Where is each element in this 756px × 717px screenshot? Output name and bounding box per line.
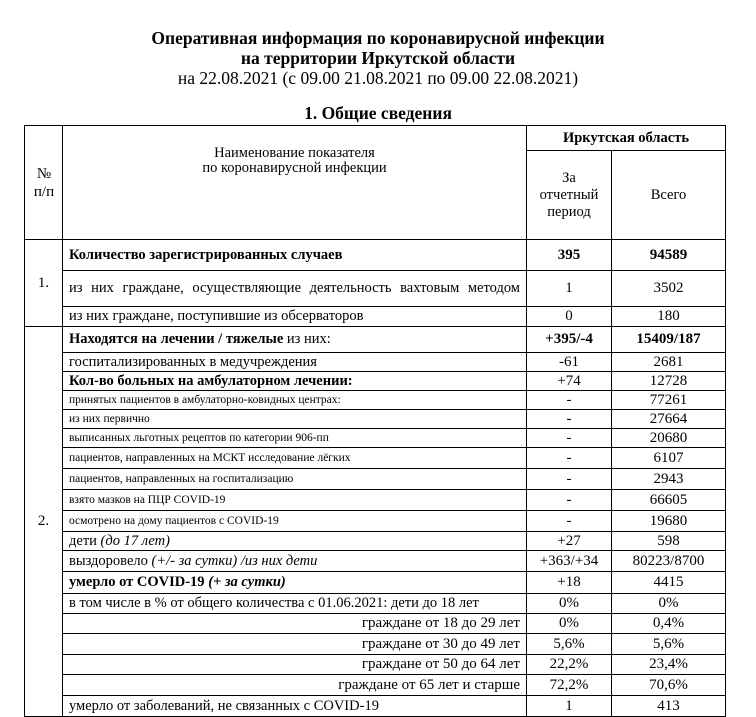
- row-label: граждане от 50 до 64 лет: [63, 655, 527, 675]
- row-period: +363/+34: [527, 551, 612, 572]
- row-label: госпитализированных в медучреждения: [63, 353, 527, 372]
- header-period: За отчетный период: [527, 151, 612, 240]
- row-period: -: [527, 469, 612, 490]
- report-subtitle: на территории Иркутской области: [240, 48, 516, 68]
- table-row: [25, 634, 726, 655]
- table-row: [25, 655, 726, 675]
- row-label: осмотрено на дому пациентов с COVID-19: [63, 511, 527, 532]
- table-row: [25, 675, 726, 696]
- row-label: Находятся на лечении / тяжелые из них:: [63, 327, 527, 353]
- row-label: граждане от 30 до 49 лет: [63, 634, 527, 655]
- row-label: принятых пациентов в амбулаторно-ковидных центрах:: [63, 391, 527, 410]
- table-row: [25, 410, 726, 429]
- row-total: 0%: [612, 594, 726, 614]
- group-number: 2.: [25, 327, 63, 717]
- row-total: 23,4%: [612, 655, 726, 675]
- row-total: 15409/187: [612, 327, 726, 353]
- row-total: 2681: [612, 353, 726, 372]
- row-period: -: [527, 429, 612, 448]
- row-label: умерло от заболеваний, не связанных с COVID-19: [63, 696, 527, 717]
- row-period: 72,2%: [527, 675, 612, 696]
- report-title: Оперативная информация по коронавирусной инфекции: [151, 28, 605, 48]
- row-label: выздоровело (+/- за сутки) /из них дети: [63, 551, 527, 572]
- row-total: 5,6%: [612, 634, 726, 655]
- report-date: на 22.08.2021 (с 09.00 21.08.2021 по 09.00 22.08.2021): [177, 68, 579, 88]
- row-label: из них граждане, поступившие из обсерваторов: [63, 307, 527, 327]
- table-row: [25, 614, 726, 634]
- row-label: умерло от COVID-19 (+ за сутки): [63, 572, 527, 594]
- header-indicator-line2: по коронавирусной инфекции: [202, 160, 387, 176]
- row-period: -: [527, 391, 612, 410]
- row-total: 6107: [612, 448, 726, 469]
- group-number: 1.: [25, 240, 63, 327]
- row-label: взято мазков на ПЦР COVID-19: [63, 490, 527, 511]
- row-period: -: [527, 511, 612, 532]
- row-total: 12728: [612, 372, 726, 391]
- row-period: 1: [527, 696, 612, 717]
- row-total: 4415: [612, 572, 726, 594]
- table-row: [25, 532, 726, 551]
- row-period: +74: [527, 372, 612, 391]
- row-label: дети (до 17 лет): [63, 532, 527, 551]
- row-period: +18: [527, 572, 612, 594]
- table-row: [25, 307, 726, 327]
- row-total: 598: [612, 532, 726, 551]
- header-number: № п/п: [25, 126, 63, 240]
- row-period: 0%: [527, 614, 612, 634]
- row-total: 413: [612, 696, 726, 717]
- row-label: Кол-во больных на амбулаторном лечении:: [63, 372, 527, 391]
- table-row: [25, 372, 726, 391]
- row-total: 94589: [612, 240, 726, 271]
- row-total: 27664: [612, 410, 726, 429]
- row-label: пациентов, направленных на госпитализацию: [63, 469, 527, 490]
- row-total: 180: [612, 307, 726, 327]
- row-total: 66605: [612, 490, 726, 511]
- row-period: 1: [527, 271, 612, 307]
- row-total: 20680: [612, 429, 726, 448]
- row-total: 3502: [612, 271, 726, 307]
- row-period: +395/-4: [527, 327, 612, 353]
- table-row: [25, 429, 726, 448]
- table-row: [25, 572, 726, 594]
- table-row: [25, 240, 726, 271]
- row-label: пациентов, направленных на МСКТ исследование лёгких: [63, 448, 527, 469]
- row-period: -: [527, 448, 612, 469]
- row-label: из них граждане, осуществляющие деятельность вахтовым методом: [63, 271, 527, 307]
- row-label: из них первично: [63, 410, 527, 429]
- row-period: -: [527, 410, 612, 429]
- row-total: 19680: [612, 511, 726, 532]
- table-row: [25, 490, 726, 511]
- table-row: [25, 469, 726, 490]
- table-row: [25, 327, 726, 353]
- row-label: граждане от 18 до 29 лет: [63, 614, 527, 634]
- row-total: 77261: [612, 391, 726, 410]
- row-period: -61: [527, 353, 612, 372]
- row-period: -: [527, 490, 612, 511]
- row-period: 0%: [527, 594, 612, 614]
- table-row: [25, 353, 726, 372]
- row-period: 22,2%: [527, 655, 612, 675]
- table-row: [25, 594, 726, 614]
- covid-stats-table: [24, 125, 726, 717]
- row-period: 0: [527, 307, 612, 327]
- row-period: 395: [527, 240, 612, 271]
- table-row: [25, 511, 726, 532]
- row-label: граждане от 65 лет и старше: [63, 675, 527, 696]
- row-period: 5,6%: [527, 634, 612, 655]
- row-label: в том числе в % от общего количества с 01.06.2021: дети до 18 лет: [63, 594, 527, 614]
- row-total: 2943: [612, 469, 726, 490]
- row-total: 80223/8700: [612, 551, 726, 572]
- row-total: 0,4%: [612, 614, 726, 634]
- table-row: [25, 696, 726, 717]
- row-label: выписанных льготных рецептов по категории 906-пп: [63, 429, 527, 448]
- header-region: Иркутская область: [527, 126, 726, 151]
- table-row: [25, 391, 726, 410]
- header-total: Всего: [612, 151, 726, 240]
- header-indicator-line1: Наименование показателя: [214, 145, 375, 161]
- header-indicator-name: [63, 126, 527, 240]
- table-row: [25, 448, 726, 469]
- table-row: [25, 551, 726, 572]
- section-title: 1. Общие сведения: [304, 103, 452, 123]
- table-row: [25, 271, 726, 307]
- row-total: 70,6%: [612, 675, 726, 696]
- row-period: +27: [527, 532, 612, 551]
- row-label: Количество зарегистрированных случаев: [63, 240, 527, 271]
